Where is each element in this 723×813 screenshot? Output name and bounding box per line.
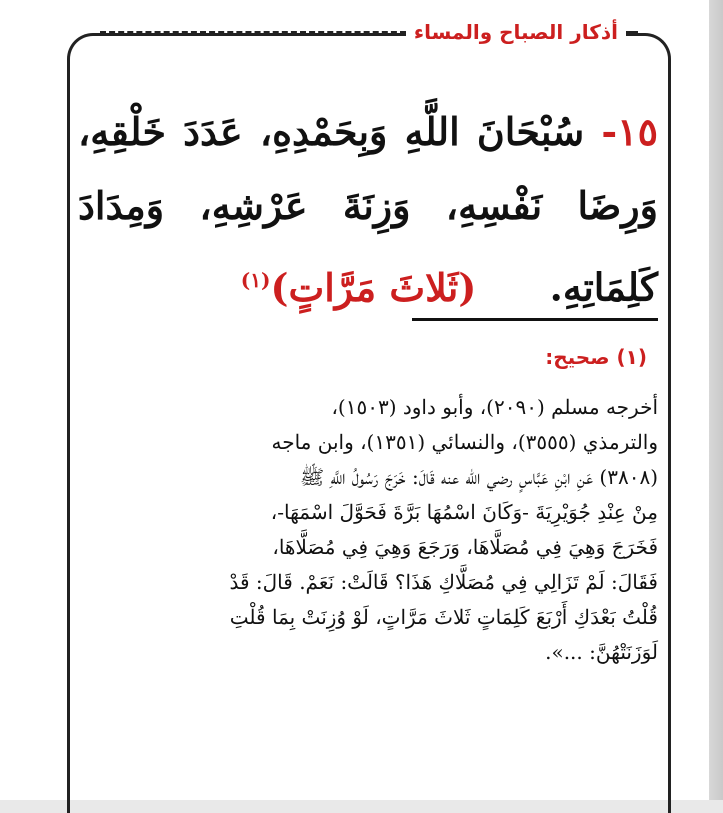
footnote-line: لَوَزَنَتْهُنَّ: ...». xyxy=(545,640,658,664)
footnote-line: مِنْ عِنْدِ جُوَيْرِيَةَ -وَكَانَ اسْمُهَا بَرَّةَ فَحَوَّلَ اسْمَهَا-، xyxy=(270,500,658,524)
page-header xyxy=(100,17,638,47)
footnote-line: فَقَالَ: لَمْ تَزَالِي فِي مُصَلَّاكِ هَذَا؟ قَالَتْ: نَعَمْ. قَالَ: قَدْ xyxy=(229,570,658,594)
dhikr-text: سُبْحَانَ اللَّهِ وَبِحَمْدِهِ، عَدَدَ خَلْقِهِ، وَرِضَا نَفْسِهِ، وَزِنَةَ عَرْشِهِ، وَمِدَادَ كَلِمَاتِهِ. xyxy=(78,109,658,310)
footnote-divider xyxy=(412,318,658,321)
footnote-body xyxy=(78,390,658,670)
dhikr-times: (ثَلاثَ مَرَّاتٍ) xyxy=(270,264,477,310)
header-dash-left xyxy=(100,31,406,34)
footnote-line: قُلْتُ بَعْدَكِ أَرْبَعَ كَلِمَاتٍ ثَلاثَ مَرَّاتٍ، لَوْ وُزِنَتْ بِمَا قُلْتِ xyxy=(229,605,658,629)
dhikr-number: ١٥- xyxy=(601,109,658,154)
footnote-line: (٣٨٠٨) عَنِ ابْنِ عَبَّاسٍ رضي الله عنه قَالَ: خَرَجَ رَسُولُ اللَّهِ ﷺ xyxy=(299,465,658,489)
page-edge-shadow xyxy=(709,0,723,800)
footnote-line: أخرجه مسلم (٢٠٩٠)، وأبو داود (١٥٠٣)، xyxy=(331,395,658,419)
footnote-line: والترمذي (٣٥٥٥)، والنسائي (١٣٥١)، وابن ماجه xyxy=(271,430,658,454)
footnote-label: (١) صحيح: xyxy=(545,345,647,369)
dhikr-block xyxy=(78,95,658,325)
header-dash-right xyxy=(626,31,638,34)
footnote-marker: (١) xyxy=(240,268,271,292)
footnote-line: فَخَرَجَ وَهِيَ فِي مُصَلَّاهَا، وَرَجَعَ وَهِيَ فِي مُصَلَّاهَا، xyxy=(272,535,658,559)
header-title: أذكار الصباح والمساء xyxy=(406,20,626,44)
